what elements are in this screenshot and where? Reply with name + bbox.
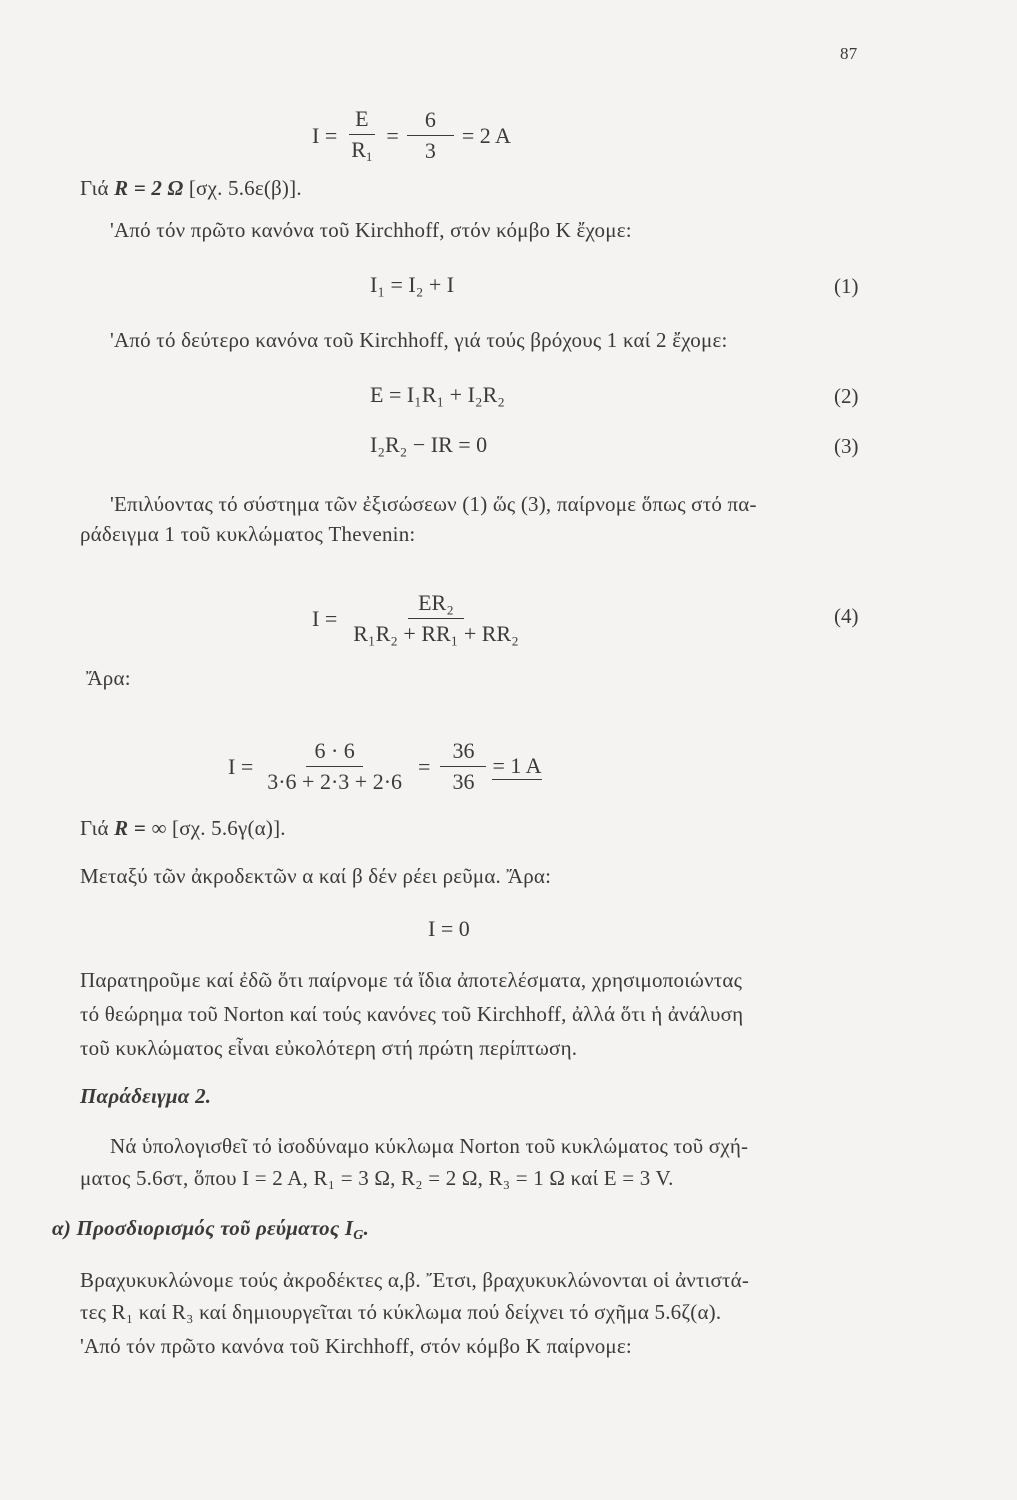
equation-4 [312,590,529,647]
paragraph-note-line-1: Παρατηροῦμε καί ἐδῶ ὅτι παίρνομε τά ἴδια ἀποτελέσματα, χρησιμοποιώντας [80,968,743,992]
equation-numeric [228,738,542,795]
fraction-numeric-2 [440,738,486,795]
fraction-denominator: 3 [424,138,436,163]
equation-3: I₂R₂ − IR = 0 [370,432,488,457]
subheading-a: α) Προσδιορισμός τοῦ ρεύματος $I_G$. [52,1216,370,1243]
eq-lhs: I = [312,122,338,148]
equation-current-r1 [312,106,511,165]
eq-lhs: I = [312,605,338,631]
fraction-denominator: 3·6 + 2·3 + 2·6 [267,769,403,794]
case-r-equals-infinity: Γιά R = ∞ [σχ. 5.6γ(α)]. [80,816,286,840]
paragraph-note-line-3: τοῦ κυκλώματος εἶναι εὐκολότερη στή πρώτη περίπτωση. [80,1036,578,1060]
paragraph-note-line-2: τό θεώρημα τοῦ Norton καί τούς κανόνες τοῦ Kirchhoff, ἀλλά ὅτι ἡ ἀνάλυση [80,1002,744,1026]
fraction-denominator: $R_1$ [351,137,373,164]
eq-lhs: I = [228,753,254,779]
fraction-numerator: E [349,106,374,135]
fraction-numerator: ER₂ [408,590,464,619]
equation-1-number: (1) [834,274,859,298]
fraction-denominator: R₁R₂ + RR₁ + RR₂ [353,621,519,646]
fraction-6-3 [407,107,454,164]
fraction-numerator: 36 [440,738,486,767]
paragraph-example-line-1: Νά ὑπολογισθεῖ τό ἰσοδύναμο κύκλωμα Norton τοῦ κυκλώματος τοῦ σχή- [110,1134,749,1158]
paragraph-kirchhoff-first-rule: 'Από τόν πρῶτο κανόνα τοῦ Kirchhoff, στόν κόμβο Κ ἔχομε: [110,218,632,242]
therefore-label: Ἄρα: [86,666,131,690]
condition-r2: R = 2 Ω [114,176,184,200]
fraction-numeric-1 [259,738,410,795]
eq-result: = 1 A [492,753,542,778]
fraction-e-r1 [345,106,378,165]
fraction-er2 [343,590,529,647]
equation-zero-current: I = 0 [428,916,470,941]
equation-3-number: (3) [834,434,859,458]
equals-sign: = [418,753,431,779]
page-number: 87 [840,44,858,63]
paragraph-short-line-3: 'Από τόν πρῶτο κανόνα τοῦ Kirchhoff, στόν κόμβο Κ παίρνομε: [80,1334,632,1358]
paragraph-no-current: Μεταξύ τῶν ἀκροδεκτῶν α καί β δέν ρέει ρεῦμα. Ἄρα: [80,864,552,888]
fraction-denominator: 36 [452,769,475,794]
fraction-numerator: 6 · 6 [306,738,362,767]
equals-sign: = [386,122,399,148]
equation-2: E = I₁R₁ + I₂R₂ [370,382,505,407]
paragraph-kirchhoff-second-rule: 'Από τό δεύτερο κανόνα τοῦ Kirchhoff, γιά τούς βρόχους 1 καί 2 ἔχομε: [110,328,728,352]
equation-2-number: (2) [834,384,859,408]
paragraph-example-line-2: ματος 5.6στ, ὅπου I = 2 A, R₁ = 3 Ω, R₂ = 2 Ω, R₃ = 1 Ω καί E = 3 V. [80,1166,674,1190]
paragraph-short-line-1: Βραχυκυκλώνομε τούς ἀκροδέκτες α,β. Ἔτσι, βραχυκυκλώνονται οἱ ἀντιστά- [80,1268,750,1292]
eq-result: = 2 A [461,122,511,148]
paragraph-solve-line-2: ράδειγμα 1 τοῦ κυκλώματος Thevenin: [80,522,416,546]
paragraph-short-line-2: τες R₁ καί R₃ καί δημιουργεῖται τό κύκλωμα πού δείχνει τό σχῆμα 5.6ζ(α). [80,1300,722,1324]
fraction-numerator: 6 [407,107,454,136]
condition-r-infinity: R = ∞ [114,816,167,840]
equation-4-number: (4) [834,604,859,628]
example-2-heading: Παράδειγμα 2. [80,1084,212,1108]
case-r-equals-2: Γιά R = 2 Ω [σχ. 5.6ε(β)]. [80,176,302,200]
paragraph-solve-line-1: 'Επιλύοντας τό σύστημα τῶν ἐξισώσεων (1) ὥς (3), παίρνομε ὅπως στό πα- [110,492,757,516]
equation-1: I₁ = I₂ + I [370,272,455,297]
